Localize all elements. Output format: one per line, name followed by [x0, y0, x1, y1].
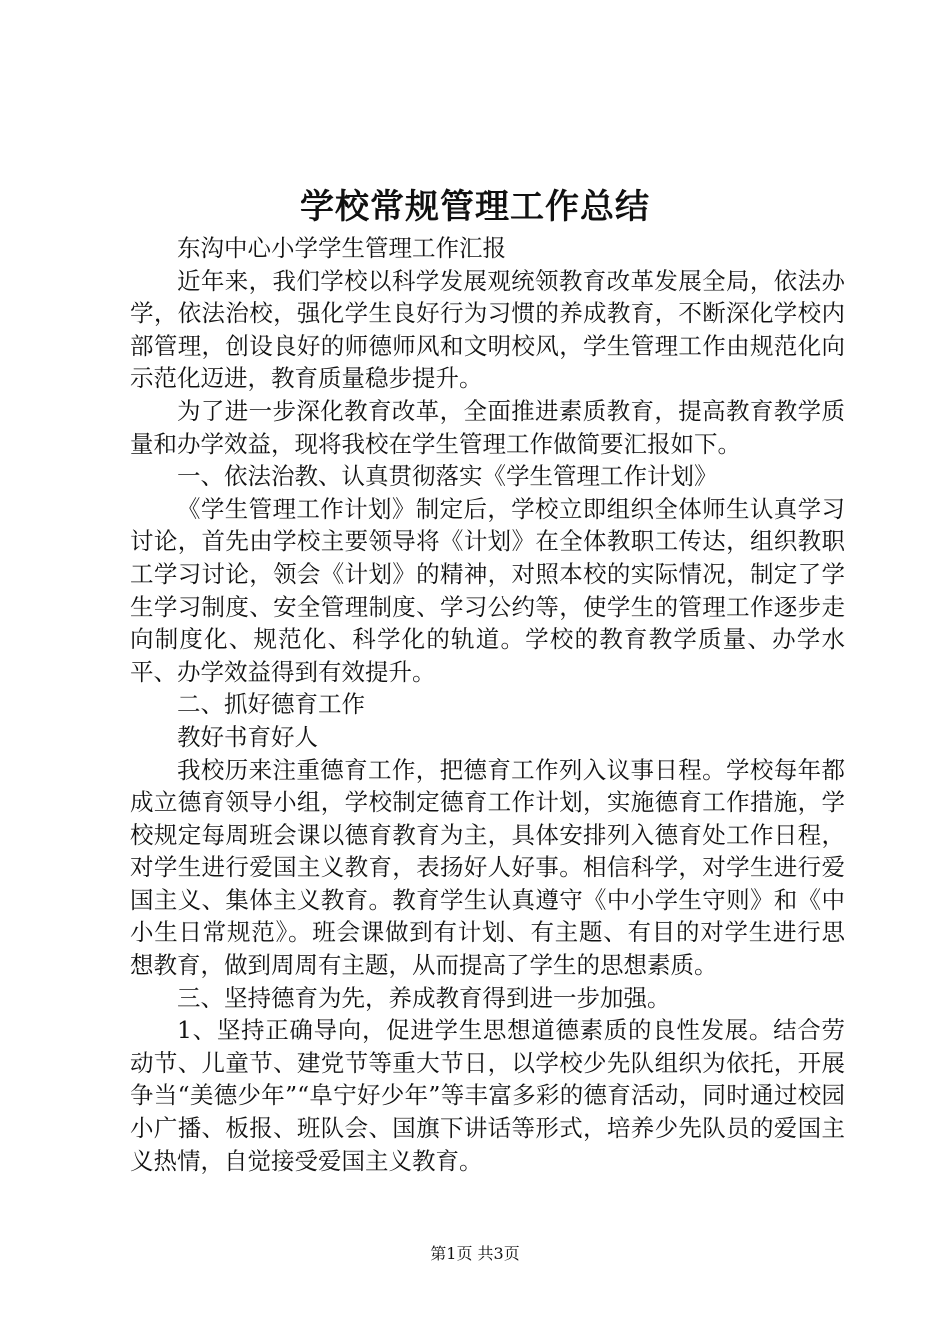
section-heading: 一、依法治教、认真贯彻落实《学生管理工作计划》: [177, 462, 718, 491]
paragraph-subtitle: 东沟中心小学学生管理工作汇报: [177, 234, 506, 262]
paragraph: 1、坚持正确导向，促进学生思想道德素质的良性发展。结合劳动节、儿童节、建党节等重大节日，以学校少先队组织为依托，开展争当“美德少年”“阜宁好少年”等丰富多彩的德育活动，同时通过校园小广播、板报、班队会、国旗下讲话等形式，培养少先队员的爱国主义热情，自觉接受爱国主义教育。: [130, 1016, 845, 1175]
document-body: [130, 232, 845, 1177]
page-title: 学校常规管理工作总结: [300, 187, 650, 227]
section-heading: 三、坚持德育为先，养成教育得到进一步加强。: [177, 983, 671, 1012]
paragraph: 近年来，我们学校以科学发展观统领教育改革发展全局，依法办学，依法治校，强化学生良好行为习惯的养成教育，不断深化学校内部管理，创设良好的师德师风和文明校风，学生管理工作由规范化向示范化迈进，教育质量稳步提升。: [130, 266, 845, 393]
section-heading: 二、抓好德育工作: [177, 690, 365, 719]
page-footer: 第1页 共3页: [430, 1244, 520, 1263]
paragraph: 我校历来注重德育工作，把德育工作列入议事日程。学校每年都成立德育领导小组，学校制定德育工作计划，实施德育工作措施，学校规定每周班会课以德育教育为主，具体安排列入德育处工作日程，对学生进行爱国主义教育，表扬好人好事。相信科学，对学生进行爱国主义、集体主义教育。教育学生认真遵守《中小学生守则》和《中小生日常规范》。班会课做到有计划、有主题、有目的对学生进行思想教育，做到周周有主题，从而提高了学生的思想素质。: [130, 755, 845, 980]
paragraph: 教好书育好人: [177, 722, 318, 751]
paragraph: 《学生管理工作计划》制定后，学校立即组织全体师生认真学习讨论，首先由学校主要领导将《计划》在全体教职工传达，组织教职工学习讨论，领会《计划》的精神，对照本校的实际情况，制定了学生学习制度、安全管理制度、学习公约等，使学生的管理工作逐步走向制度化、规范化、科学化的轨道。学校的教育教学质量、办学水平、办学效益得到有效提升。: [130, 494, 845, 686]
paragraph: 为了进一步深化教育改革，全面推进素质教育，提高教育教学质量和办学效益，现将我校在学生管理工作做简要汇报如下。: [130, 396, 845, 458]
